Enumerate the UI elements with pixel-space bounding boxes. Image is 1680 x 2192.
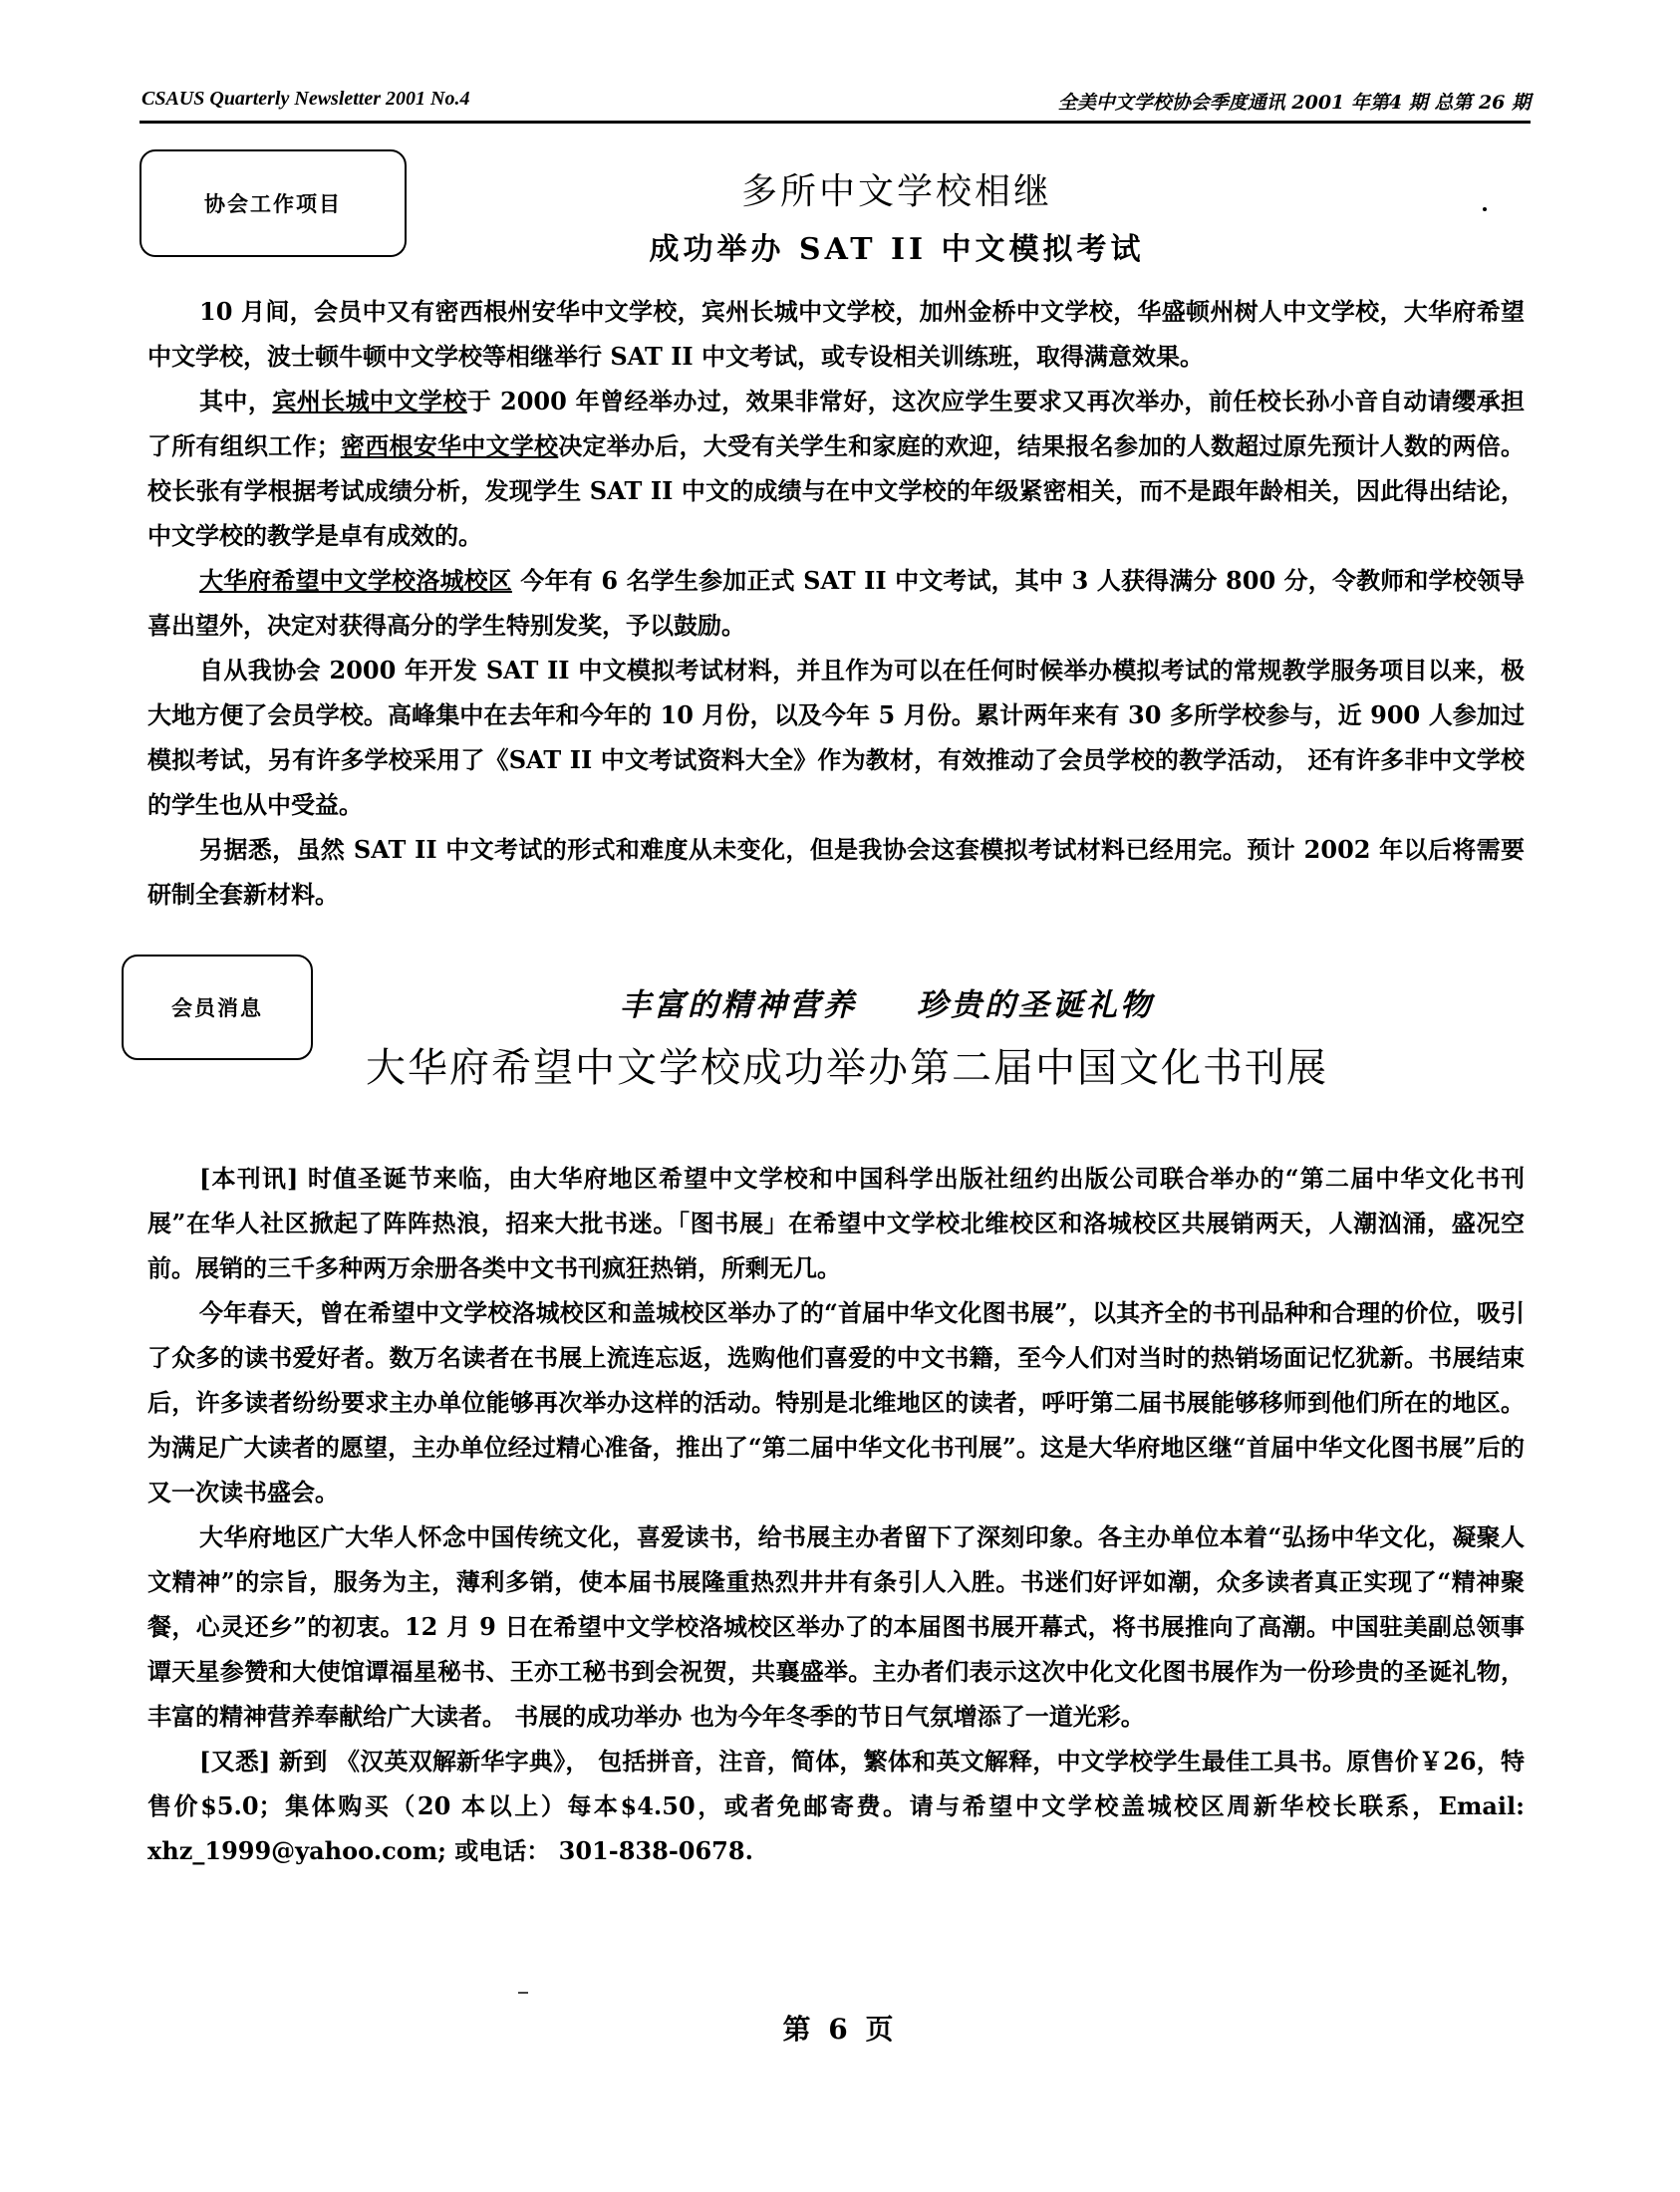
paragraph — [147, 1156, 1525, 1290]
school-name-underlined: 密西根安华中文学校 — [340, 431, 559, 460]
paragraph-text: 自从我协会 2000 年开发 SAT II 中文模拟考试材料，并且作为可以在任何时候举办模拟考试的常规教学服务项目以来，极大地方便了会员学校。高峰集中在去年和今年的 10 月份，以及今年 5 月份。累计两年来有 30 多所学校参与，近 900 人参加过模拟考试，另有许多学校采用了《SAT II 中文考试资料大全》作为教材，有效推动了会员学校的教学活动， 还有许多非中文学校的学生也从中受益。 — [147, 656, 1525, 819]
paragraph — [147, 1514, 1525, 1739]
paragraph-text: 新到 《汉英双解新华字典》， 包括拼音，注音，简体，繁体和英文解释，中文学校学生最佳工具书。原售价￥26，特售价$5.0；集体购买（20 本以上）每本$4.50，或者免邮寄费。请与希望中文学校盖城校区周新华校长联系，Email: xhz_1999@yahoo.com; 或电话： 301-838-0678. — [147, 1747, 1525, 1865]
paragraph-text: 今年有 6 名学生参加正式 SAT II 中文考试，其中 3 人获得满分 800 分，令教师和学校领导喜出望外，决定对获得高分的学生特别发奖，予以鼓励。 — [147, 566, 1525, 640]
section-label-association-work: 协会工作项目 — [140, 149, 407, 257]
article2-title-line2: 大华府希望中文学校成功举办第二届中国文化书刊展 — [366, 1045, 1328, 1091]
paragraph — [147, 1290, 1525, 1514]
paragraph-text: 决定举办后，大受有关学生和家庭的欢迎，结果报名参加的人数超过原先预计人数的两倍。校长张有学根据考试成绩分析，发现学生 SAT II 中文的成绩与在中文学校的年级紧密相关，而不是跟年龄相关，因此得出结论，中文学校的教学是卓有成效的。 — [147, 431, 1525, 550]
school-name-underlined: 宾州长城中文学校 — [272, 387, 467, 415]
item-tag: [又悉] — [199, 1747, 271, 1776]
paragraph — [147, 289, 1525, 379]
article1-body — [147, 289, 1525, 917]
section-label-member-news: 会员消息 — [122, 955, 313, 1060]
stray-mark — [1483, 207, 1487, 211]
paragraph — [147, 379, 1525, 558]
paragraph-text: 其中， — [199, 387, 273, 415]
paragraph-text: 10 月间，会员中又有密西根州安华中文学校，宾州长城中文学校，加州金桥中文学校，华盛顿州树人中文学校，大华府希望中文学校，波士顿牛顿中文学校等相继举行 SAT II 中文考试，或专设相关训练班，取得满意效果。 — [147, 297, 1525, 371]
article2-title-line1-b: 珍贵的圣诞礼物 — [917, 987, 1154, 1023]
header-divider — [140, 121, 1531, 124]
item-tag: [本刊讯] — [199, 1164, 299, 1193]
paragraph — [147, 558, 1525, 648]
article2-title-line1-a: 丰富的精神营养 — [620, 987, 857, 1023]
article2-body — [147, 1156, 1525, 1873]
article1-title-line1: 多所中文学校相继 — [740, 171, 1052, 212]
article1-title-line2: 成功举办 SAT II 中文模拟考试 — [649, 232, 1145, 267]
paragraph — [147, 827, 1525, 917]
paragraph-text: 大华府地区广大华人怀念中国传统文化，喜爱读书，给书展主办者留下了深刻印象。各主办单位本着“弘扬中华文化，凝聚人文精神”的宗旨，服务为主，薄利多销，使本届书展隆重热烈井井有条引人入胜。书迷们好评如潮，众多读者真正实现了“精神聚餐，心灵还乡”的初衷。12 月 9 日在希望中文学校洛城校区举办了的本届图书展开幕式，将书展推向了高潮。中国驻美副总领事谭天星参赞和大使馆谭福星秘书、王亦工秘书到会祝贺，共襄盛举。主办者们表示这次中化文化图书展作为一份珍贵的圣诞礼物，丰富的精神营养奉献给广大读者。 书展的成功举办 也为今年冬季的节日气氛增添了一道光彩。 — [147, 1522, 1525, 1731]
paragraph-text: 另据悉，虽然 SAT II 中文考试的形式和难度从未变化，但是我协会这套模拟考试材料已经用完。预计 2002 年以后将需要研制全套新材料。 — [147, 835, 1525, 909]
article2-title-line1 — [339, 979, 1435, 1024]
paragraph — [147, 1739, 1525, 1873]
page-number: 第 6 页 — [782, 2013, 898, 2046]
paragraph-text: 今年春天，曾在希望中文学校洛城校区和盖城校区举办了的“首届中华文化图书展”，以其齐全的书刊品种和合理的价位，吸引了众多的读书爱好者。数万名读者在书展上流连忘返，选购他们喜爱的中文书籍，至今人们对当时的热销场面记忆犹新。书展结束后，许多读者纷纷要求主办单位能够再次举办这样的活动。特别是北维地区的读者，呼吁第二届书展能够移师到他们所在的地区。为满足广大读者的愿望，主办单位经过精心准备，推出了“第二届中华文化书刊展”。这是大华府地区继“首届中华文化图书展”后的又一次读书盛会。 — [147, 1298, 1525, 1507]
school-name-underlined: 大华府希望中文学校洛城校区 — [199, 566, 512, 595]
header-publication-name: CSAUS Quarterly Newsletter 2001 No.4 — [141, 88, 470, 110]
paragraph — [147, 648, 1525, 827]
paragraph-text: 时值圣诞节来临，由大华府地区希望中文学校和中国科学出版社纽约出版公司联合举办的“第二届中华文化书刊展”在华人社区掀起了阵阵热浪，招来大批书迷。「图书展」在希望中文学校北维校区和洛城校区共展销两天，人潮汹涌，盛况空前。展销的三千多种两万余册各类中文书刊疯狂热销，所剩无几。 — [147, 1164, 1525, 1282]
header-issue-info: 全美中文学校协会季度通讯 2001 年第4 期 总第 26 期 — [1057, 92, 1531, 114]
stray-dash — [518, 1992, 528, 1994]
paragraph-text: 于 2000 年曾经举办过，效果非常好，这次应学生要求又再次举办，前任校长孙小音自动请缨承担了所有组织工作； — [147, 387, 1526, 460]
